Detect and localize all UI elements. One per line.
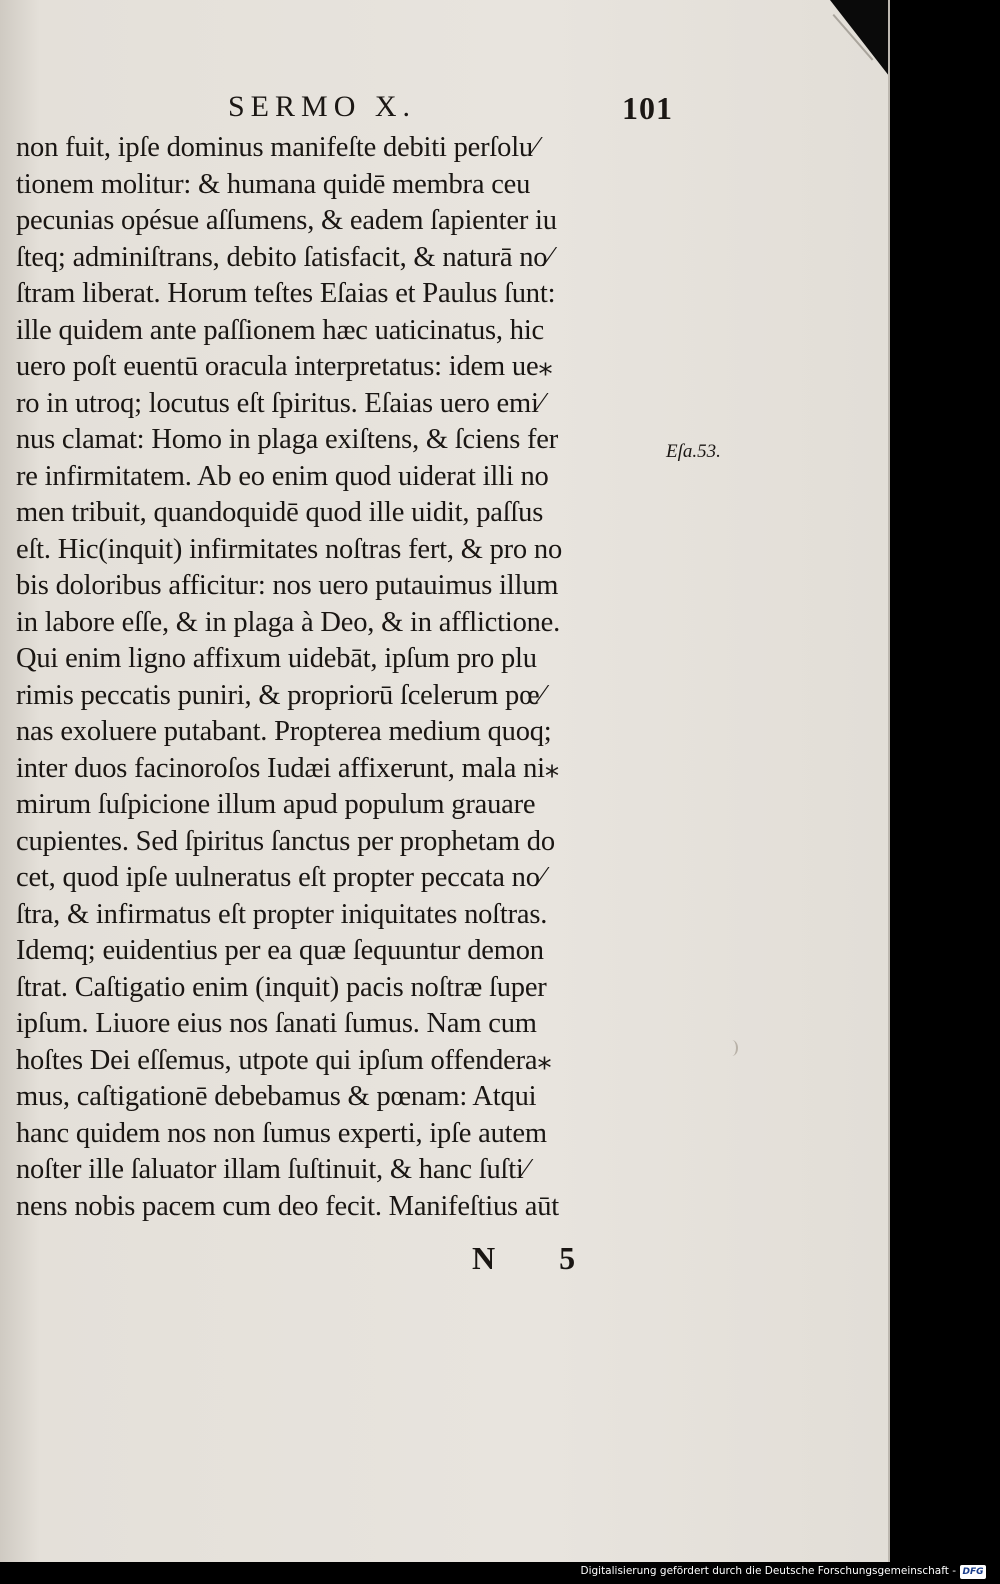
- text-line: Idemq; euidentius per ea quæ ſequuntur demon: [16, 935, 544, 966]
- text-line: ro in utroq; locutus eſt ſpiritus. Eſaias uero emi⁄: [16, 387, 544, 419]
- text-line: ſtram liberat. Horum teſtes Eſaias et Paulus ſunt:: [16, 278, 556, 309]
- text-line: ſtrat. Caſtigatio enim (inquit) pacis noſtræ ſuper: [16, 971, 547, 1003]
- text-line: cet, quod ipſe uulneratus eſt propter peccata no⁄: [16, 862, 545, 893]
- text-line: tionem molitur: & humana quidē membra ceu: [16, 168, 531, 200]
- text-line: Qui enim ligno affixum uidebāt, ipſum pro plu: [16, 643, 537, 674]
- text-line: nens nobis pacem cum deo fecit. Manifeſtius aūt: [16, 1190, 560, 1222]
- text-line: non fuit, ipſe dominus manifeſte debiti perſolu⁄: [16, 132, 538, 163]
- text-line: mus, caſtigationē debebamus & pœnam: Atqui: [16, 1081, 537, 1112]
- text-line: nas exoluere putabant. Propterea medium quoq;: [16, 716, 552, 747]
- text-line: in labore eſſe, & in plaga à Deo, & in afflictione.: [16, 606, 561, 638]
- text-line: men tribuit, quandoquidē quod ille uidit, paſſus: [16, 497, 544, 528]
- text-line: ſteq; adminiſtrans, debito ſatisfacit, & naturā no⁄: [16, 241, 552, 273]
- text-line: hanc quidem nos non ſumus experti, ipſe autem: [16, 1117, 547, 1149]
- margin-note: Eſa.53.: [666, 441, 721, 462]
- body-text: [16, 130, 676, 1225]
- running-head: SERMO X.: [228, 90, 417, 123]
- text-line: pecunias opésue aſſumens, & eadem ſapienter iu: [16, 205, 557, 236]
- text-line: mirum ſuſpicione illum apud populum grauare: [16, 789, 536, 820]
- text-line: rimis peccatis puniri, & propriorū ſcelerum pœ⁄: [16, 679, 545, 711]
- text-line: inter duos facinoroſos Iudæi affixerunt, mala ni⁎: [16, 752, 559, 784]
- funding-credit: Digitalisierung gefördert durch die Deutsche Forschungsgemeinschaft -: [580, 1565, 956, 1577]
- text-line: ipſum. Liuore eius nos ſanati ſumus. Nam cum: [16, 1008, 537, 1039]
- page-header: [0, 86, 888, 134]
- dfg-logo-icon: DFG: [960, 1565, 986, 1579]
- paper-mark: [726, 1040, 738, 1056]
- text-line: cupientes. Sed ſpiritus ſanctus per prophetam do: [16, 825, 555, 857]
- text-line: re infirmitatem. Ab eo enim quod uiderat illi no: [16, 460, 549, 492]
- footer-bar: [0, 1562, 1000, 1584]
- text-line: eſt. Hic(inquit) infirmitates noſtras fert, & pro no: [16, 533, 563, 565]
- text-line: ſtra, & infirmatus eſt propter iniquitates noſtras.: [16, 898, 548, 930]
- text-line: uero poſt euentū oracula interpretatus: idem ue⁎: [16, 351, 553, 382]
- text-line: bis doloribus afficitur: nos uero putauimus illum: [16, 570, 559, 601]
- text-line: nus clamat: Homo in plaga exiſtens, & ſciens fer: [16, 424, 559, 455]
- text-line: ille quidem ante paſſionem hæc uaticinatus, hic: [16, 314, 544, 346]
- page-number: 101: [622, 90, 673, 126]
- text-line: hoſtes Dei eſſemus, utpote qui ipſum offendera⁎: [16, 1044, 552, 1076]
- signature-mark: N 5: [472, 1240, 604, 1276]
- text-line: noſter ille ſaluator illam ſuſtinuit, & hanc ſuſti⁄: [16, 1154, 529, 1185]
